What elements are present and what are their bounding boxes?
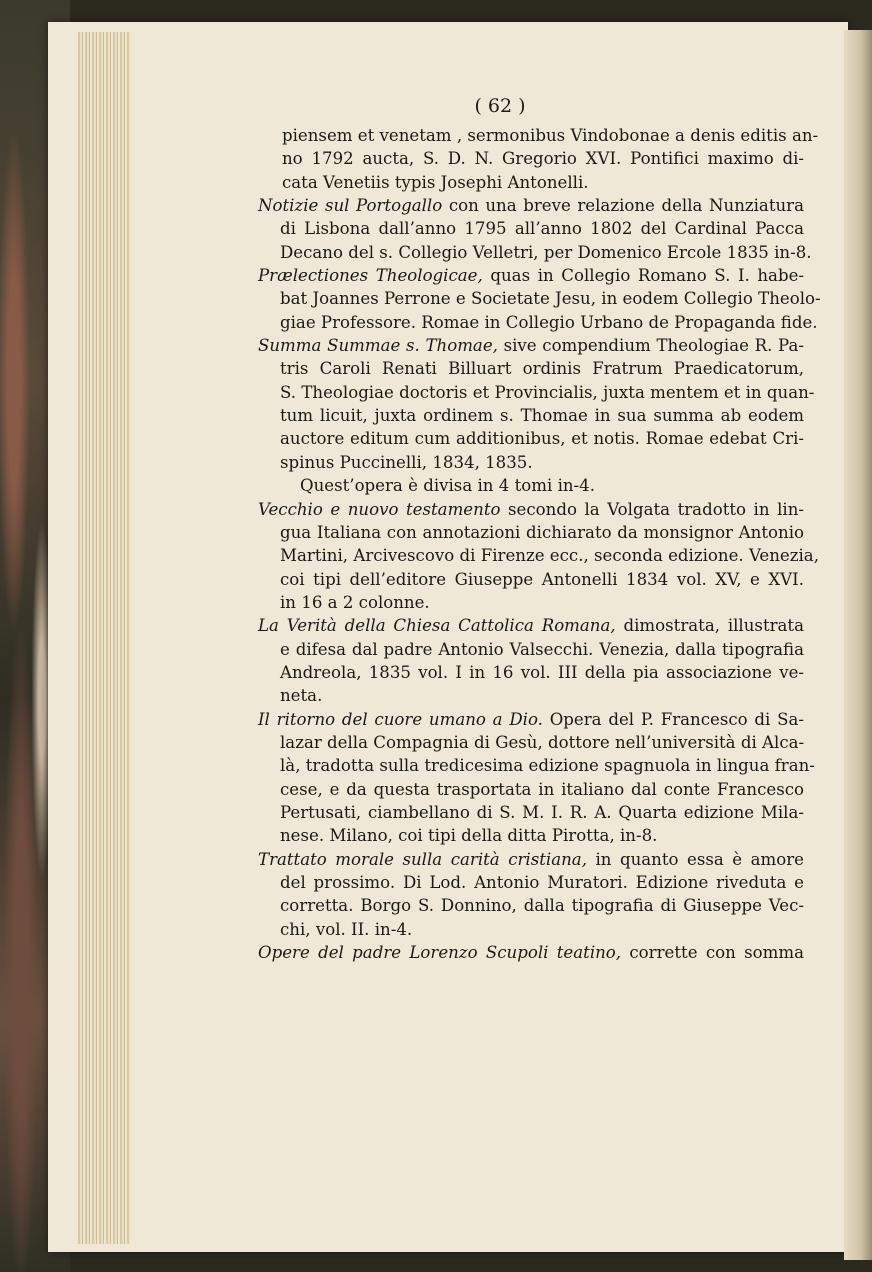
text-line — [258, 311, 818, 334]
line-text: spinus Puccinelli, 1834, 1835. — [280, 452, 533, 472]
line-text: e difesa dal padre Antonio Valsecchi. Venezia, dalla tipografia — [280, 639, 804, 659]
line-text: auctore editum cum additionibus, et notis. Romae edebat Cri- — [280, 429, 804, 449]
line-text: Decano del s. Collegio Velletri, per Domenico Ercole 1835 in-8. — [280, 242, 812, 262]
text-line — [258, 848, 804, 871]
line-text: coi tipi dell’editore Giuseppe Antonelli 1834 vol. XV, e XVI. — [280, 569, 804, 589]
text-line — [258, 264, 804, 287]
text-line — [258, 474, 804, 497]
line-text: in quanto essa è amore — [586, 849, 804, 869]
line-text: là, tradotta sulla tredicesima edizione spagnuola in lingua fran- — [280, 756, 815, 776]
text-line — [258, 498, 804, 521]
text-line — [258, 614, 804, 637]
text-line — [258, 544, 819, 567]
text-line — [258, 147, 804, 170]
text-line — [258, 661, 804, 684]
italic-title: Il ritorno del cuore umano a Dio. — [258, 709, 543, 729]
text-line — [258, 241, 812, 264]
page-gutter — [78, 32, 130, 1244]
line-text: corrette con somma — [621, 943, 804, 963]
line-text: sive compendium Theologiae R. Pa- — [497, 336, 804, 356]
line-text: neta. — [280, 686, 323, 706]
line-text: bat Joannes Perrone e Societate Jesu, in eodem Collegio Theolo- — [280, 289, 821, 309]
text-line — [258, 824, 804, 847]
line-text: del prossimo. Di Lod. Antonio Muratori. Edizione riveduta e — [280, 873, 804, 892]
text-line — [258, 451, 804, 474]
text-line — [258, 194, 804, 217]
italic-title: Trattato morale sulla carità cristiana, — [258, 849, 587, 869]
text-line — [258, 871, 804, 894]
text-line — [258, 568, 804, 591]
text-line — [258, 124, 819, 147]
line-text: corretta. Borgo S. Donnino, dalla tipografia di Giuseppe Vec- — [280, 896, 804, 916]
text-line — [258, 754, 815, 777]
line-text: tris Caroli Renati Billuart ordinis Fratrum Praedicatorum, — [280, 359, 804, 379]
line-text: cese, e da questa trasportata in italiano dal conte Francesco — [280, 779, 804, 799]
line-text: S. Theologiae doctoris et Provincialis, juxta mentem et in quan- — [280, 382, 815, 402]
line-text: tum licuit, juxta ordinem s. Thomae in sua summa ab eodem — [280, 406, 804, 426]
line-text: Pertusati, ciambellano di S. M. I. R. A. Quarta edizione Mila- — [280, 802, 804, 822]
line-text: quas in Collegio Romano S. I. habe- — [482, 266, 804, 286]
italic-title: Summa Summae s. Thomae, — [258, 336, 498, 356]
page-text — [258, 124, 821, 964]
line-text: lazar della Compagnia di Gesù, dottore nell’università di Alca- — [280, 732, 805, 752]
text-line — [258, 521, 804, 544]
italic-title: Notizie sul Portogallo — [258, 196, 443, 216]
text-line — [258, 591, 804, 614]
line-text: giae Professore. Romae in Collegio Urbano de Propaganda fide. — [280, 312, 818, 332]
page-number: ( 62 ) — [474, 95, 526, 117]
line-text: chi, vol. II. in-4. — [280, 919, 413, 939]
text-line — [258, 217, 804, 240]
text-line — [258, 357, 804, 380]
line-text: nese. Milano, coi tipi della ditta Pirotta, in-8. — [280, 826, 658, 846]
line-text: Martini, Arcivescovo di Firenze ecc., seconda edizione. Venezia, — [280, 546, 819, 566]
text-line — [258, 778, 804, 801]
text-line — [258, 801, 804, 824]
line-text: Andreola, 1835 vol. I in 16 vol. III della pia associazione ve- — [280, 662, 804, 682]
line-text: cata Venetiis typis Josephi Antonelli. — [282, 172, 589, 192]
text-line — [258, 404, 804, 427]
text-line — [258, 684, 804, 707]
line-text: dimostrata, illustrata — [615, 616, 804, 636]
text-line — [258, 381, 815, 404]
italic-title: Prælectiones Theologicae, — [258, 266, 483, 286]
text-line — [258, 334, 804, 357]
line-text: no 1792 aucta, S. D. N. Gregorio XVI. Pontifici maximo di- — [282, 149, 804, 169]
line-text: in 16 a 2 colonne. — [280, 592, 430, 612]
text-line — [258, 638, 804, 661]
italic-title: Opere del padre Lorenzo Scupoli teatino, — [258, 943, 622, 963]
line-text: di Lisbona dall’anno 1795 all’anno 1802 del Cardinal Pacca — [280, 219, 804, 239]
line-text: gua Italiana con annotazioni dichiarato da monsignor Antonio — [280, 522, 804, 542]
text-line — [258, 427, 804, 450]
text-line — [258, 918, 804, 941]
italic-title: La Verità della Chiesa Cattolica Romana, — [258, 616, 616, 636]
italic-title: Vecchio e nuovo testamento — [258, 499, 501, 519]
text-line — [258, 287, 821, 310]
line-text: con una breve relazione della Nunziatura — [442, 196, 805, 216]
text-line — [258, 171, 804, 194]
text-line — [258, 731, 804, 754]
line-text: Quest’opera è divisa in 4 tomi in-4. — [300, 476, 596, 496]
page-edge — [844, 30, 872, 1260]
line-text: secondo la Volgata tradotto in lin- — [500, 499, 804, 519]
text-line — [258, 894, 804, 917]
line-text: piensem et venetam , sermonibus Vindobonae a denis editis an- — [282, 126, 819, 145]
text-line — [258, 708, 804, 731]
text-line — [258, 941, 804, 964]
line-text: Opera del P. Francesco di Sa- — [542, 709, 804, 729]
